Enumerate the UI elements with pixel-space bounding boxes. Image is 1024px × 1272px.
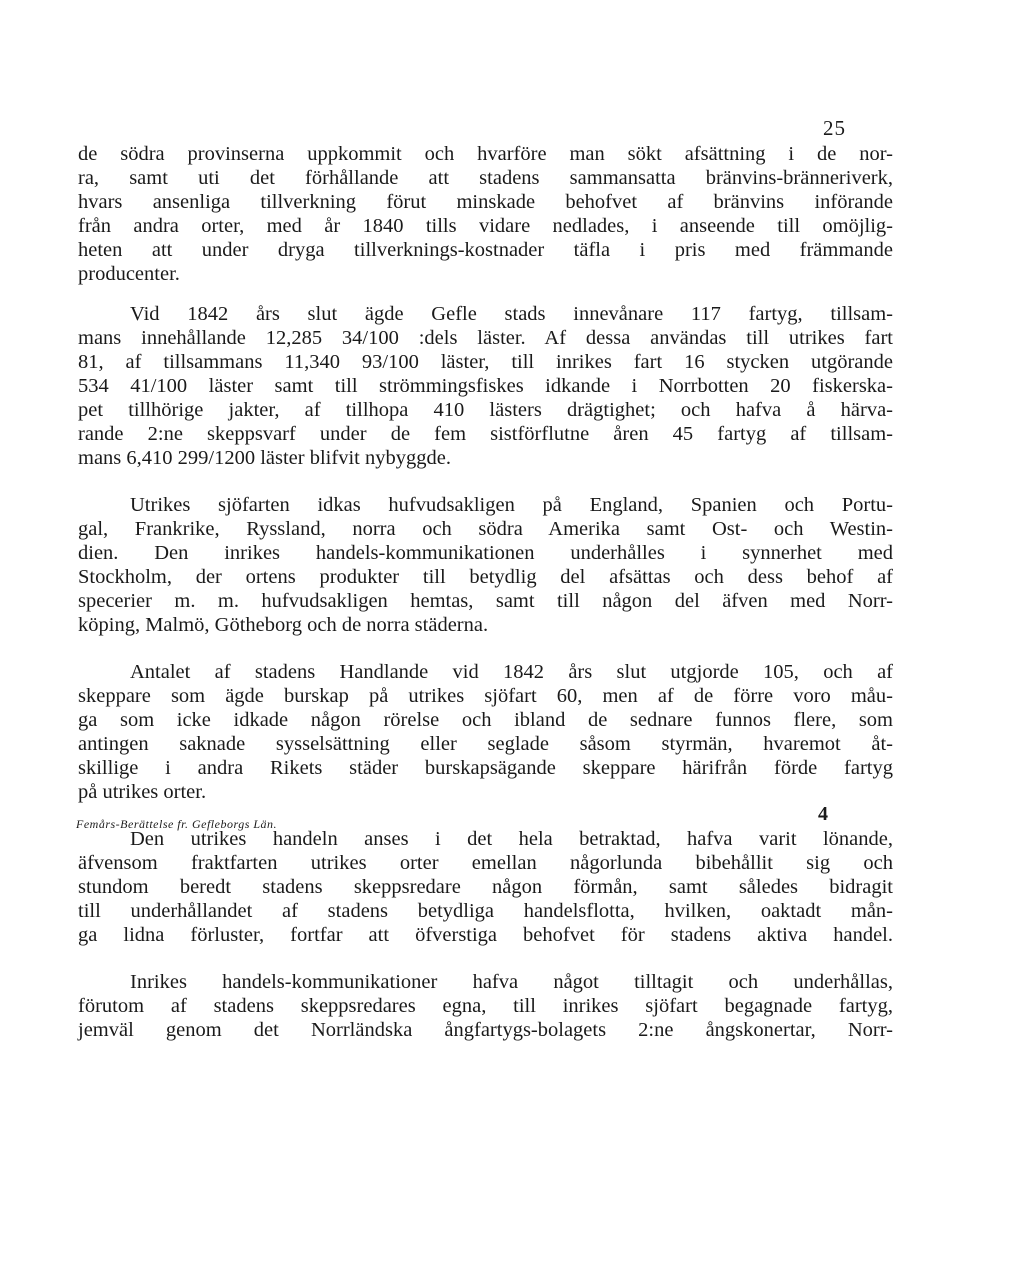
text-line: mans 6,410 299/1200 läster blifvit nybyggde.: [78, 447, 451, 469]
paragraph: [78, 142, 893, 286]
text-line: på utrikes orter.: [78, 781, 207, 803]
text-line: gal, Frankrike, Ryssland, norra och södra Amerika samt Ost- och Westin-: [78, 518, 893, 540]
text-line: ga lidna förluster, fortfar att öfverstiga behofvet för stadens aktiva handel.: [78, 924, 893, 946]
paragraph: [78, 493, 893, 637]
text-line: dien. Den inrikes handels-kommunikationen underhålles i synnerhet med: [78, 542, 893, 564]
text-line: Utrikes sjöfarten idkas hufvudsakligen på England, Spanien och Portu-: [130, 494, 893, 516]
text-line: Inrikes handels-kommunikationer hafva något tilltagit och underhållas,: [130, 971, 893, 993]
text-line: skillige i andra Rikets städer burskapsägande skeppare härifrån förde fartyg: [78, 757, 893, 779]
text-line: rande 2:ne skeppsvarf under de fem sistförflutne åren 45 fartyg af tillsam-: [78, 423, 893, 445]
text-line: ra, samt uti det förhållande att stadens sammansatta bränvins-bränneriverk,: [78, 167, 893, 189]
text-line: äfvensom fraktfarten utrikes orter emellan någorlunda bibehållit sig och: [78, 852, 893, 874]
text-line: skeppare som ägde burskap på utrikes sjöfart 60, men af de förre voro måu-: [78, 685, 893, 707]
text-line: antingen saknade sysselsättning eller seglade såsom styrmän, hvaremot åt-: [78, 733, 893, 755]
paragraph: [78, 970, 893, 1042]
text-line: producenter.: [78, 263, 180, 285]
text-line: heten att under dryga tillverknings-kostnader täfla i pris med främmande: [78, 239, 893, 261]
signature-mark: 4: [818, 803, 828, 825]
text-line: hvars ansenliga tillverkning förut minskade behofvet af bränvins införande: [78, 191, 893, 213]
paragraph: [78, 302, 893, 470]
text-line: ga som icke idkade någon rörelse och ibland de sednare funnos flere, som: [78, 709, 893, 731]
text-line: 534 41/100 läster samt till strömmingsfiskes idkande i Norrbotten 20 fiskerska-: [78, 375, 893, 397]
paragraph: [78, 660, 893, 804]
text-line: mans innehållande 12,285 34/100 :dels läster. Af dessa användas till utrikes fart: [78, 327, 893, 349]
text-line: Vid 1842 års slut ägde Gefle stads innevånare 117 fartyg, tillsam-: [130, 303, 893, 325]
document-body: [78, 142, 893, 1042]
text-line: jemväl genom det Norrländska ångfartygs-bolagets 2:ne ångskonertar, Norr-: [78, 1019, 893, 1041]
page-number: 25: [823, 116, 846, 140]
text-line: förutom af stadens skeppsredares egna, till inrikes sjöfart begagnade fartyg,: [78, 995, 893, 1017]
text-line: köping, Malmö, Götheborg och de norra städerna.: [78, 614, 489, 636]
text-line: stundom beredt stadens skeppsredare någon förmån, samt således bidragit: [78, 876, 893, 898]
text-line: Stockholm, der ortens produkter till betydlig del afsättas och dess behof af: [78, 566, 893, 588]
text-line: från andra orter, med år 1840 tills vidare nedlades, i anseende till omöjlig-: [78, 215, 893, 237]
text-line: Antalet af stadens Handlande vid 1842 års slut utgjorde 105, och af: [130, 661, 893, 683]
text-line: de södra provinserna uppkommit och hvarföre man sökt afsättning i de nor-: [78, 143, 893, 165]
text-line: 81, af tillsammans 11,340 93/100 läster, till inrikes fart 16 stycken utgörande: [78, 351, 893, 373]
paragraph: [78, 827, 893, 947]
text-line: Den utrikes handeln anses i det hela betraktad, hafva varit lönande,: [130, 828, 893, 850]
text-line: till underhållandet af stadens betydliga handelsflotta, hvilken, oaktadt mån-: [78, 900, 893, 922]
text-line: specerier m. m. hufvudsakligen hemtas, samt till någon del äfven med Norr-: [78, 590, 893, 612]
text-line: pet tillhörige jakter, af tillhopa 410 lästers drägtighet; och hafva å härva-: [78, 399, 893, 421]
footer-signature-note: Femårs-Berättelse fr. Gefleborgs Län.: [76, 817, 278, 831]
